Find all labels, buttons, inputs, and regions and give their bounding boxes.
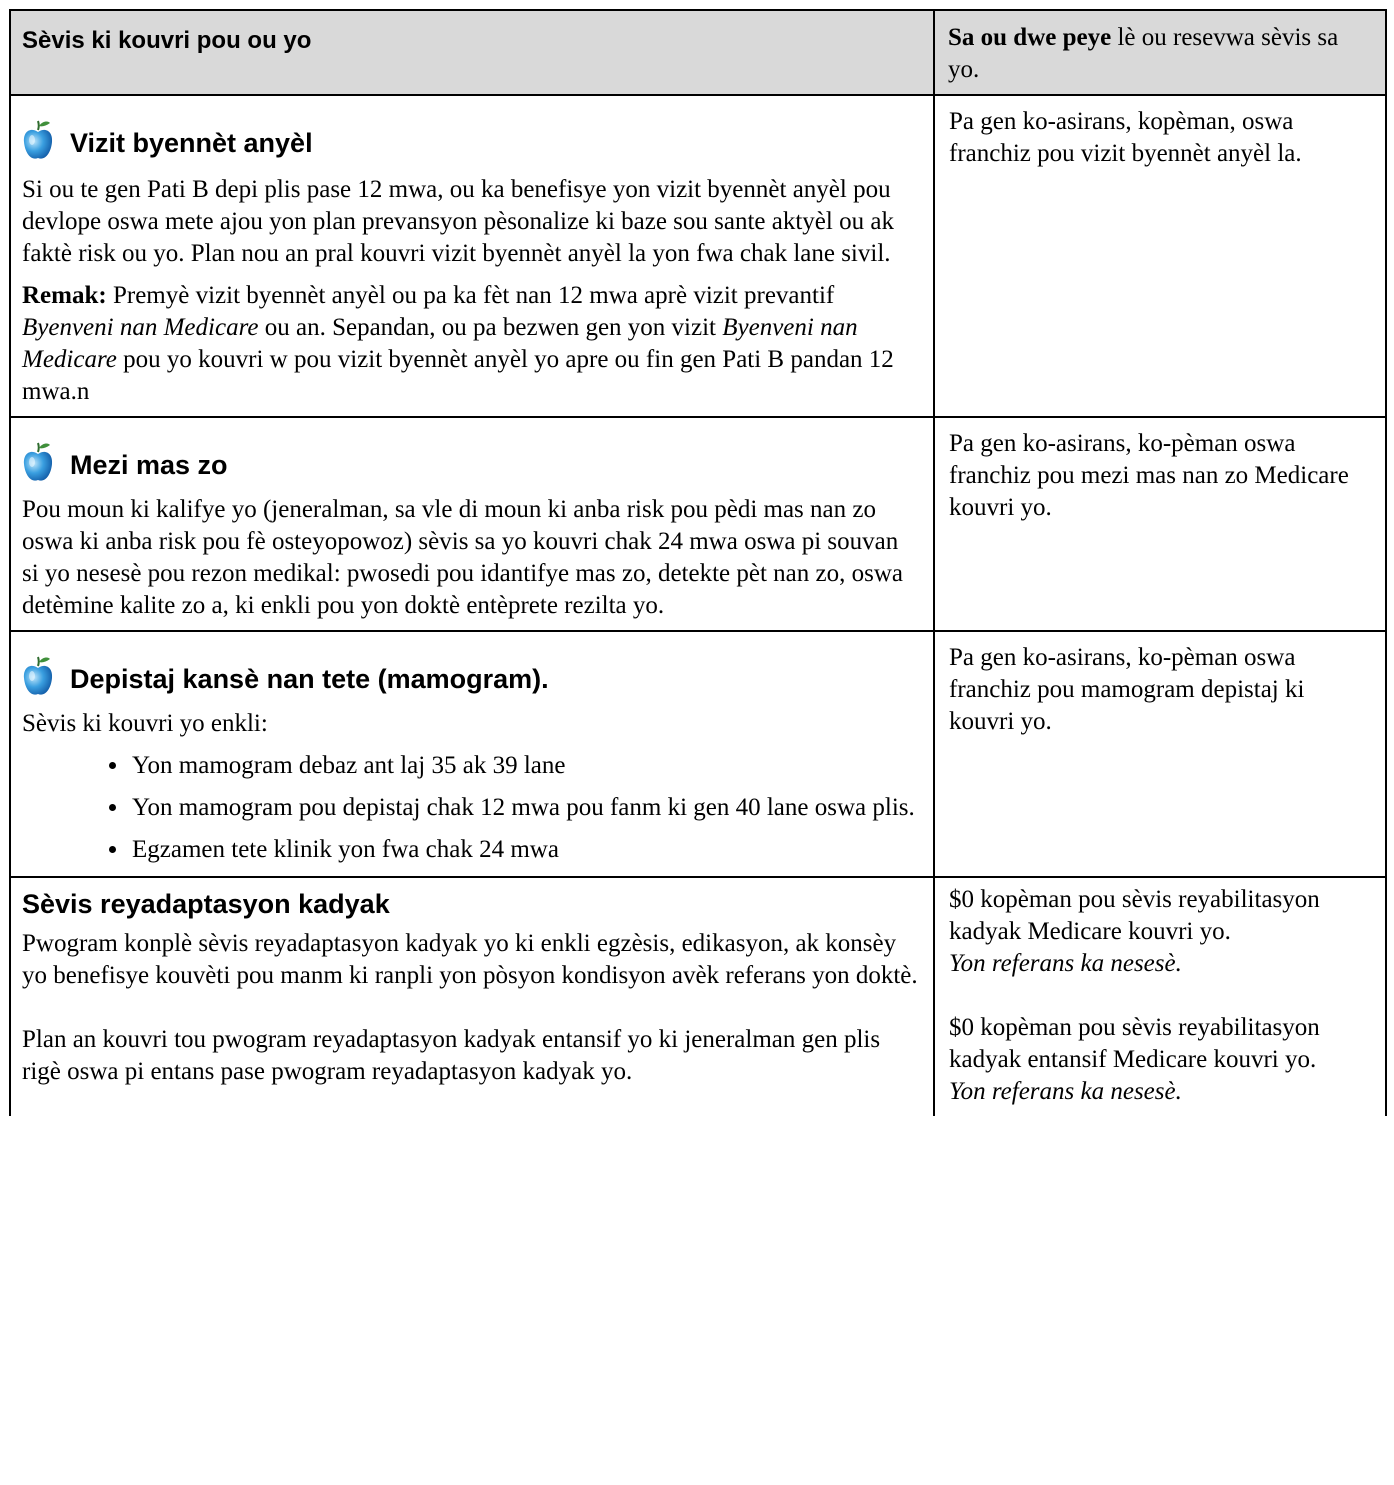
header-row — [10, 10, 1386, 95]
header-what-you-pay-bold: Sa ou dwe peye — [948, 24, 1112, 51]
service-cell-mammogram — [10, 631, 934, 877]
note-text-c: pou yo kouvri w pou vizit byennèt anyèl yo apre ou fin gen Pati B pandan 12 mwa.n — [22, 346, 894, 405]
service-cell-wellness — [10, 95, 934, 417]
note-italic-2: Byenveni nan Medicare — [22, 314, 858, 373]
spacer — [949, 980, 1373, 1012]
referral-note: Yon referans ka nesesè. — [949, 950, 1182, 977]
cost-note — [949, 1076, 1373, 1108]
header-what-you-pay — [934, 10, 1386, 95]
cost-cell-cardiac-rehab — [934, 877, 1386, 1116]
apple-icon — [22, 118, 54, 162]
list-item: • Egzamen tete klinik yon fwa chak 24 mwa — [130, 834, 919, 866]
service-title: Depistaj kansè nan tete (mamogram). — [70, 664, 549, 694]
note-italic-1: Byenveni nan Medicare — [22, 314, 259, 341]
list-item: • Yon mamogram pou depistaj chak 12 mwa pou fanm ki gen 40 lane oswa plis. — [130, 792, 919, 824]
note-label: Remak: — [22, 282, 107, 309]
cost-cell-bone-mass — [934, 417, 1386, 631]
covered-services-list — [22, 750, 919, 866]
service-cell-bone-mass — [10, 417, 934, 631]
service-title: Mezi mas zo — [70, 450, 228, 480]
benefits-table — [9, 9, 1387, 1116]
cost-text-intensive: $0 kopèman pou sèvis reyabilitasyon kadyak entansif Medicare kouvri yo. — [949, 1014, 1320, 1073]
cost-cell-mammogram — [934, 631, 1386, 877]
service-note — [22, 280, 919, 408]
list-item: • Yon mamogram debaz ant laj 35 ak 39 lane — [130, 750, 919, 782]
cost-text: Pa gen ko-asirans, ko-pèman oswa franchiz pou mamogram depistaj ki kouvri yo. — [949, 644, 1305, 735]
service-description: Pwogram konplè sèvis reyadaptasyon kadyak yo ki enkli egzèsis, edikasyon, ak konsèy yo benefisye kouvèti pou manm ki ranpli yon pòsyon kondisyon avèk referans yon doktè. — [22, 930, 918, 989]
service-title: Sèvis reyadaptasyon kadyak — [22, 889, 390, 919]
coverage-page — [9, 9, 1385, 1116]
table-row — [10, 95, 1386, 417]
cost-text: Pa gen ko-asirans, ko-pèman oswa franchiz pou mezi mas nan zo Medicare kouvri yo. — [949, 430, 1349, 521]
service-heading — [22, 424, 919, 484]
referral-note: Yon referans ka nesesè. — [949, 1078, 1182, 1105]
header-services-covered: Sèvis ki kouvri pou ou yo — [10, 10, 934, 95]
cost-text: Pa gen ko-asirans, kopèman, oswa franchiz pou vizit byennèt anyèl la. — [949, 108, 1302, 167]
note-text-a: Premyè vizit byennèt anyèl ou pa ka fèt nan 12 mwa aprè vizit prevantif — [106, 282, 835, 309]
service-description: Pou moun ki kalifye yo (jeneralman, sa vle di moun ki anba risk pou pèdi mas nan zo oswa ki anba risk pou fè osteyopowoz) sèvis sa yo kouvri chak 24 mwa oswa pi souvan si yo nesesè pou rezon medikal: pwosedi pou idantifye mas zo, detekte pèt nan zo, oswa detèmine kalite zo a, ki enkli pou yon doktè entèprete rezilta yo. — [22, 496, 904, 619]
cost-note — [949, 948, 1373, 980]
service-description-intensive: Plan an kouvri tou pwogram reyadaptasyon kadyak entansif yo ki jeneralman gen plis rigè oswa pi entans pase pwogram reyadaptasyon kadyak yo. — [22, 1026, 881, 1085]
cost-text: $0 kopèman pou sèvis reyabilitasyon kadyak Medicare kouvri yo. — [949, 886, 1320, 945]
table-row — [10, 877, 1386, 1116]
service-title: Vizit byennèt anyèl — [70, 128, 313, 158]
service-description: Si ou te gen Pati B depi plis pase 12 mwa, ou ka benefisye yon vizit byennèt anyèl pou devlope oswa mete ajou yon plan prevansyon pèsonalize ki baze sou sante aktyèl ou ak faktè risk ou yo. Plan nou an pral kouvri vizit byennèt anyèl la yon fwa chak lane sivil. — [22, 176, 894, 267]
header-what-you-pay-rest: lè ou resevwa sèvis sa yo. — [948, 24, 1339, 83]
apple-icon — [22, 440, 54, 484]
service-heading — [22, 102, 919, 162]
service-description: Sèvis ki kouvri yo enkli: — [22, 710, 268, 737]
service-cell-cardiac-rehab — [10, 877, 934, 1116]
apple-icon — [22, 654, 54, 698]
table-row — [10, 631, 1386, 877]
cost-cell-wellness — [934, 95, 1386, 417]
note-text-b: ou an. Sepandan, ou pa bezwen gen yon vizit — [258, 314, 723, 341]
table-row — [10, 417, 1386, 631]
service-heading — [22, 638, 919, 698]
